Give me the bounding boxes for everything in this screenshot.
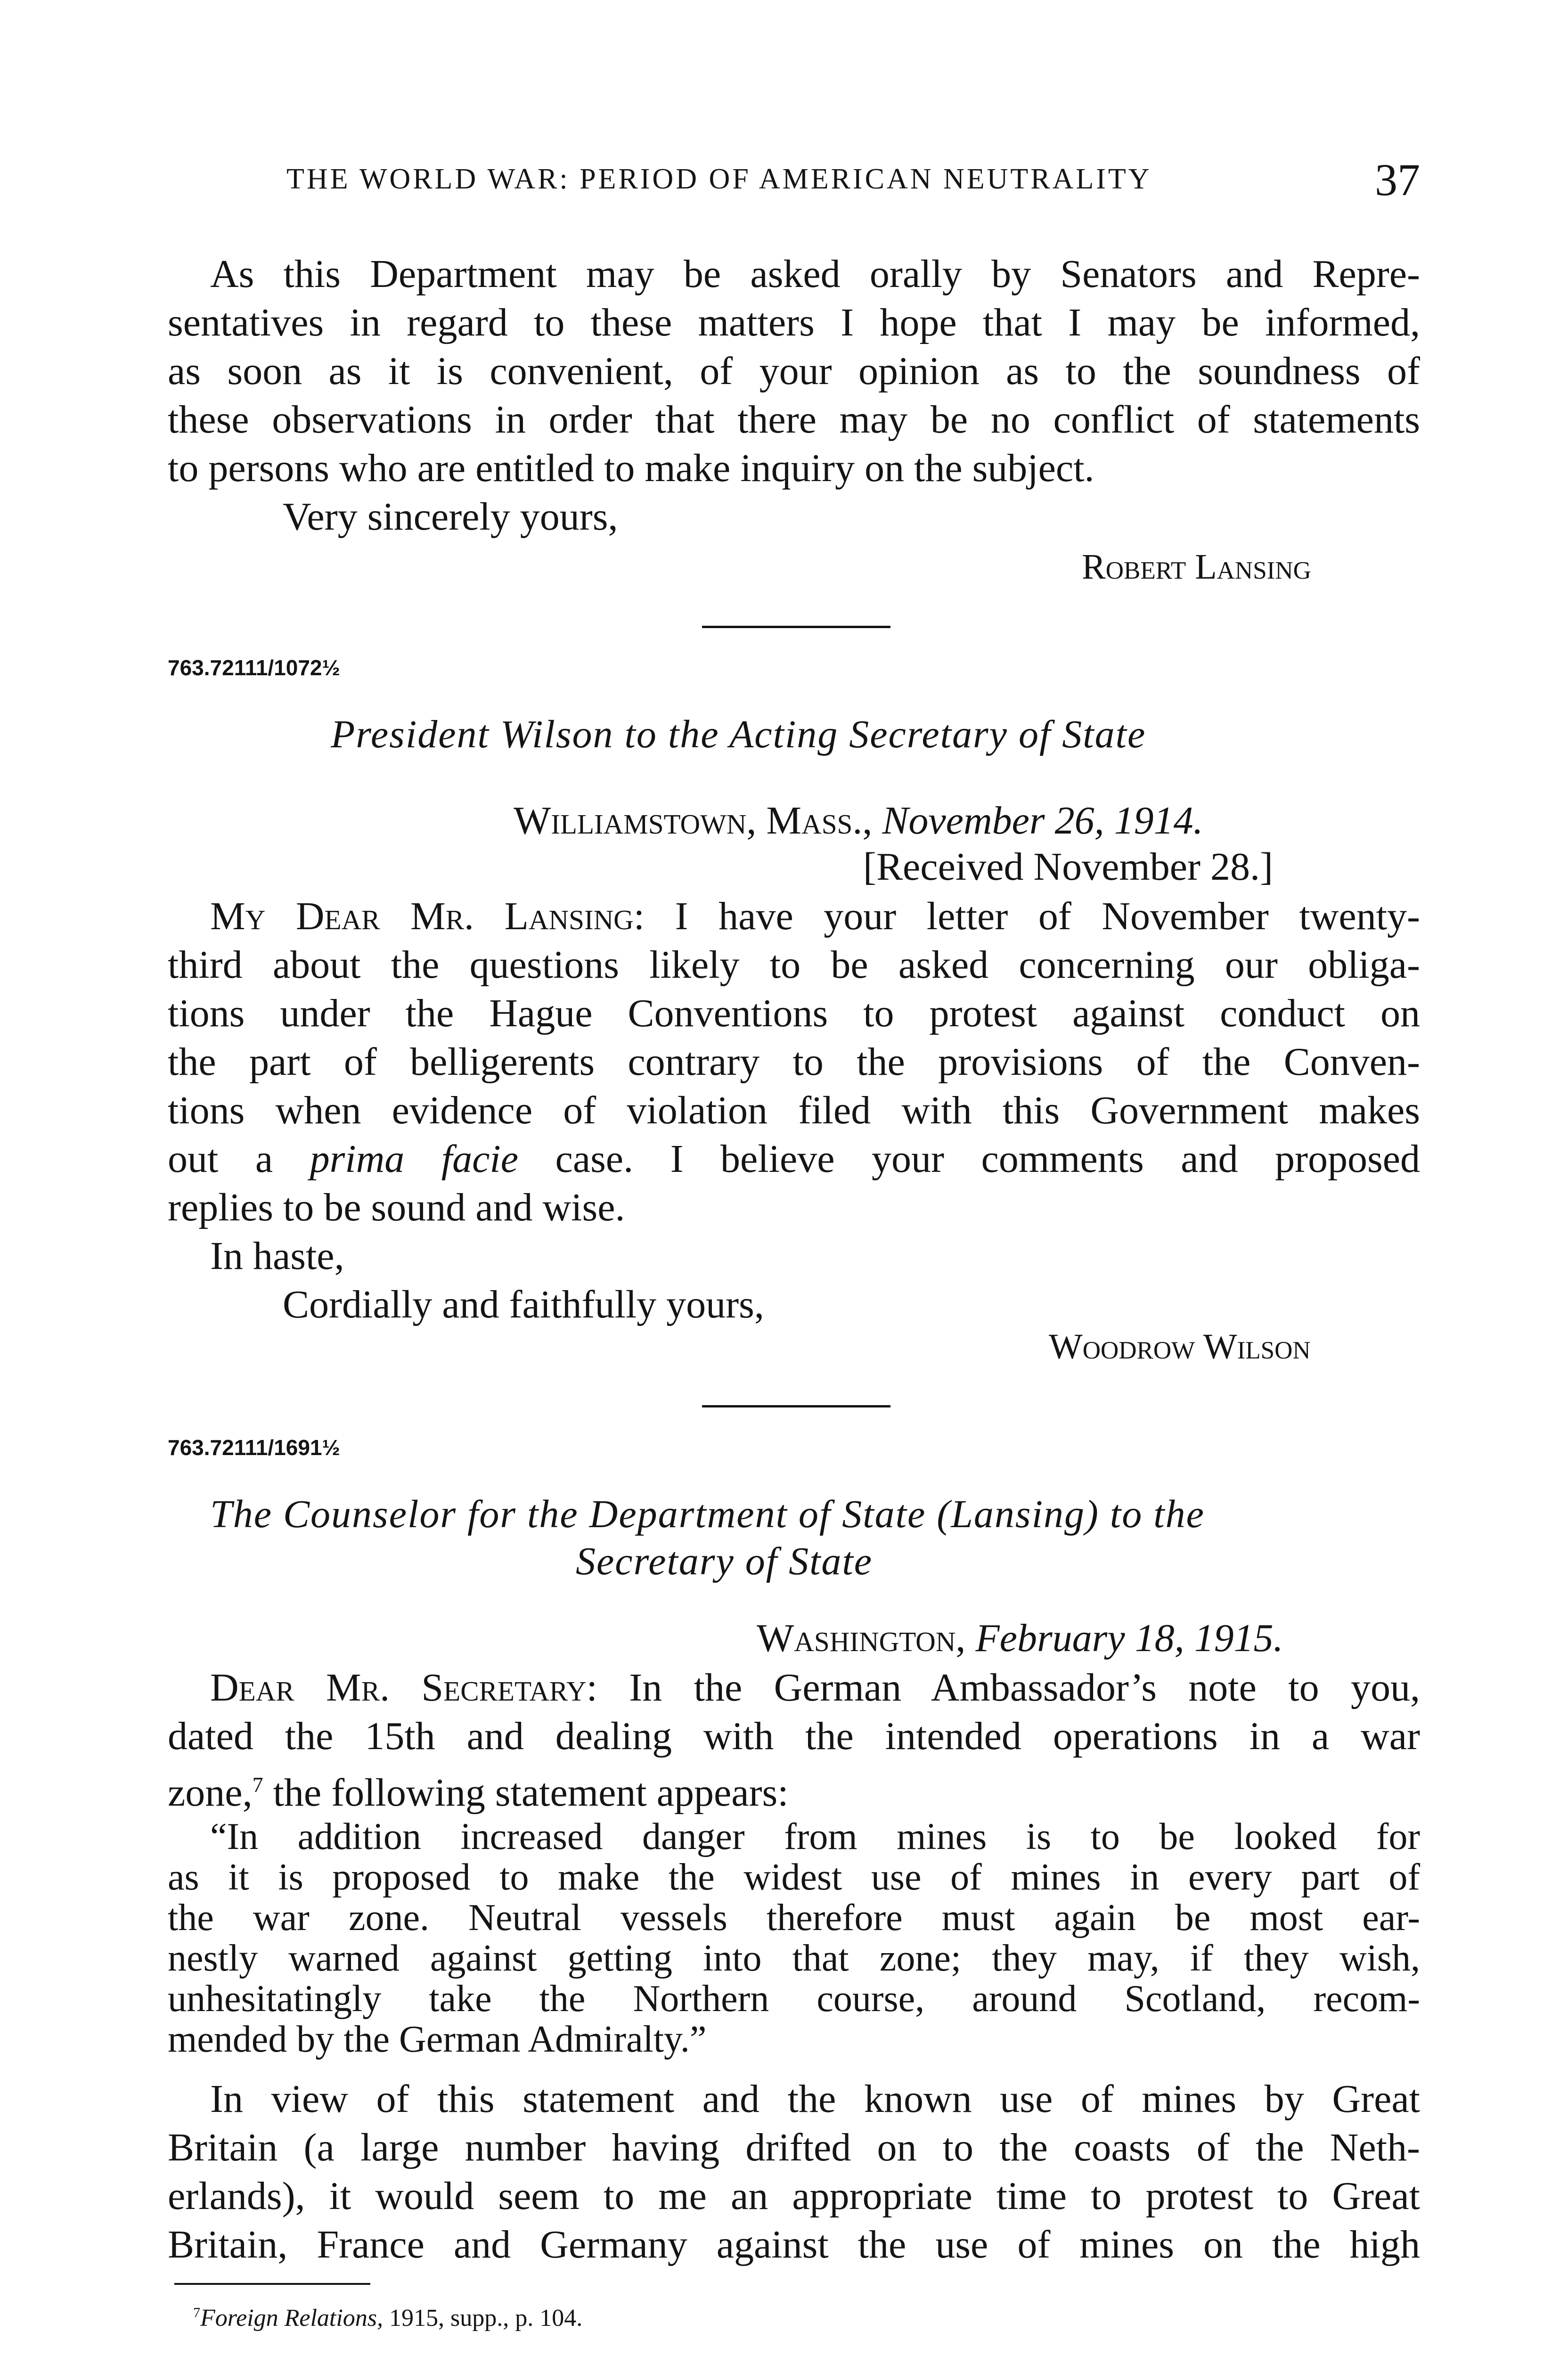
text-fragment: out a — [168, 1137, 310, 1181]
place: Washington, — [757, 1616, 966, 1660]
text-line: third about the questions likely to be asked concerning our obliga- — [168, 943, 1420, 987]
document-heading: President Wilson to the Acting Secretary of State — [331, 712, 1146, 756]
document-heading: The Counselor for the Department of State (Lansing) to the — [210, 1492, 1205, 1536]
quote-line: nestly warned against getting into that zone; they may, if they wish, — [168, 1938, 1420, 1979]
file-number: 763.72111/1691½ — [168, 1435, 340, 1460]
signature-lansing: Robert Lansing — [1082, 547, 1311, 587]
block-quote — [168, 1816, 1420, 2060]
separator-rule — [702, 1405, 890, 1407]
salutation: My Dear Mr. Lansing: — [210, 894, 645, 938]
text-line: In view of this statement and the known use of mines by Great — [210, 2077, 1420, 2121]
document-heading: Secretary of State — [576, 1539, 873, 1583]
text-line — [168, 1760, 1420, 1817]
text-fragment: In the German Ambassador’s note to you, — [597, 1666, 1420, 1710]
page-number: 37 — [1375, 155, 1420, 205]
text-line: sentatives in regard to these matters I hope that I may be informed, — [168, 301, 1420, 344]
footnote-title: Foreign Relations, — [200, 2305, 384, 2331]
text-line — [168, 892, 1420, 941]
letter-body — [168, 892, 1420, 1329]
text-line — [168, 1663, 1420, 1712]
text-line: erlands), it would seem to me an appropriate time to protest to Great — [168, 2174, 1420, 2218]
quote-line: as it is proposed to make the widest use of mines in every part of — [168, 1857, 1420, 1898]
text-line: to persons who are entitled to make inquiry on the subject. — [168, 446, 1094, 490]
italic-phrase: prima facie — [310, 1137, 519, 1181]
quote-line: unhesitatingly take the Northern course, around Scotland, recom- — [168, 1978, 1420, 2020]
final-paragraph — [168, 2075, 1420, 2269]
date: November 26, 1914. — [882, 799, 1203, 843]
text-line: dated the 15th and dealing with the intended operations in a war — [168, 1714, 1420, 1758]
text-line: the part of belligerents contrary to the provisions of the Conven- — [168, 1040, 1420, 1084]
closing-a: In haste, — [210, 1234, 344, 1278]
text-fragment: the following statement appears: — [263, 1771, 789, 1815]
salutation: Dear Mr. Secretary: — [210, 1666, 597, 1710]
footnote-rest: 1915, supp., p. 104. — [383, 2305, 583, 2331]
closing-1: Very sincerely yours, — [283, 495, 618, 539]
quote-line: “In addition increased danger from mines is to be looked for — [210, 1816, 1420, 1857]
letter-body — [168, 1663, 1420, 1817]
text-fragment: case. I believe your comments and proposed — [518, 1137, 1420, 1181]
dateline — [514, 796, 1203, 845]
opening-paragraph — [168, 250, 1420, 492]
place: Williamstown, Mass., — [514, 799, 873, 843]
footnote-marker: 7 — [193, 2305, 200, 2321]
footnote — [193, 2304, 582, 2332]
received-note: [Received November 28.] — [863, 845, 1273, 889]
closing-b: Cordially and faithfully yours, — [283, 1283, 764, 1326]
text-line: tions under the Hague Conventions to protest against conduct on — [168, 991, 1420, 1035]
text-line: replies to be sound and wise. — [168, 1186, 625, 1229]
signature-wilson: Woodrow Wilson — [1049, 1327, 1311, 1366]
text-line: As this Department may be asked orally by Senators and Repre- — [210, 252, 1420, 296]
text-line: tions when evidence of violation filed with this Government makes — [168, 1088, 1420, 1132]
text-fragment: zone, — [168, 1771, 253, 1815]
text-line: these observations in order that there may be no conflict of statements — [168, 398, 1420, 442]
date: February 18, 1915. — [975, 1616, 1283, 1660]
file-number: 763.72111/1072½ — [168, 655, 340, 680]
text-line: Britain, France and Germany against the use of mines on the high — [168, 2223, 1420, 2266]
separator-rule — [702, 626, 890, 628]
dateline — [757, 1614, 1283, 1662]
running-head: THE WORLD WAR: PERIOD OF AMERICAN NEUTRALITY — [286, 163, 1152, 195]
text-line: as soon as it is convenient, of your opinion as to the soundness of — [168, 349, 1420, 393]
footnote-rule — [174, 2283, 370, 2285]
text-fragment: I have your letter of November twenty- — [645, 894, 1421, 938]
quote-line: mended by the German Admiralty.” — [168, 2019, 707, 2060]
quote-line: the war zone. Neutral vessels therefore must again be most ear- — [168, 1897, 1420, 1939]
text-line: Britain (a large number having drifted on to the coasts of the Neth- — [168, 2126, 1420, 2169]
footnote-reference: 7 — [252, 1773, 263, 1797]
text-line — [168, 1135, 1420, 1183]
